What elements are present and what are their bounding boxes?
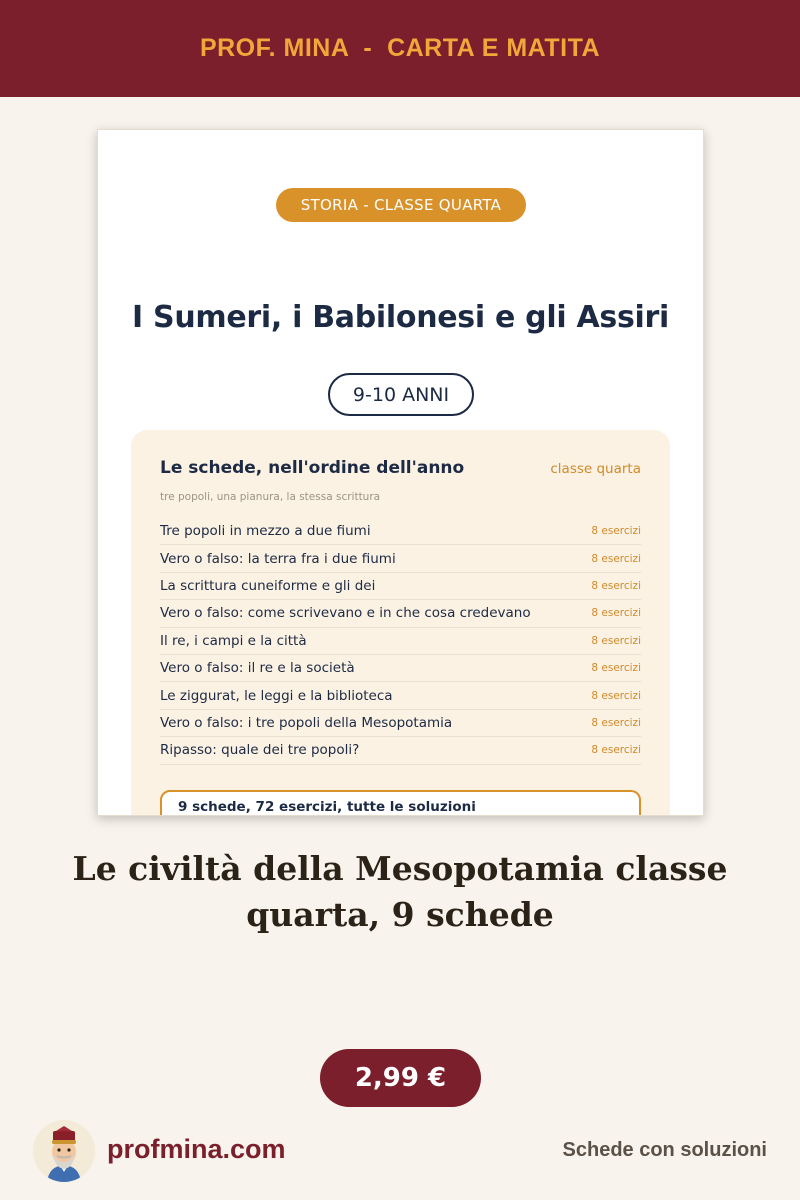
professor-avatar-icon	[33, 1120, 95, 1182]
exercise-count: 8 esercizi	[591, 716, 641, 729]
list-item	[160, 737, 641, 764]
preview-title: I Sumeri, i Babilonesi e gli Assiri	[132, 300, 669, 335]
list-item	[160, 655, 641, 682]
panel-subtitle: tre popoli, una pianura, la stessa scrittura	[160, 491, 381, 503]
exercise-count: 8 esercizi	[591, 552, 641, 565]
list-item	[160, 628, 641, 655]
product-title-line-1: Le civiltà della Mesopotamia classe	[72, 849, 728, 888]
exercise-count: 8 esercizi	[591, 689, 641, 702]
list-item	[160, 518, 641, 545]
price-badge[interactable]: 2,99 €	[320, 1049, 481, 1107]
worksheet-title: Vero o falso: la terra fra i due fiumi	[160, 550, 396, 567]
worksheet-title: La scrittura cuneiforme e gli dei	[160, 577, 376, 594]
exercise-count: 8 esercizi	[591, 744, 641, 757]
age-badge: 9-10 ANNI	[328, 373, 474, 416]
worksheet-panel	[131, 430, 670, 816]
exercise-count: 8 esercizi	[591, 634, 641, 647]
tagline: Schede con soluzioni	[562, 1139, 767, 1161]
exercise-count: 8 esercizi	[591, 607, 641, 620]
worksheet-title: Il re, i campi e la città	[160, 632, 307, 649]
worksheet-title: Tre popoli in mezzo a due fiumi	[160, 523, 371, 540]
exercise-count: 8 esercizi	[591, 525, 641, 538]
top-banner	[0, 0, 800, 97]
panel-heading: Le schede, nell'ordine dell'anno	[160, 458, 465, 478]
exercise-count: 8 esercizi	[591, 662, 641, 675]
list-item	[160, 573, 641, 600]
worksheet-title: Ripasso: quale dei tre popoli?	[160, 742, 360, 759]
list-item	[160, 682, 641, 709]
list-item	[160, 600, 641, 627]
list-item	[160, 710, 641, 737]
exercise-count: 8 esercizi	[591, 579, 641, 592]
worksheet-title: Vero o falso: come scrivevano e in che cosa credevano	[160, 605, 531, 622]
brand-title: PROF. MINA - CARTA E MATITA	[199, 34, 601, 62]
summary-text: 9 schede, 72 esercizi, tutte le soluzioni	[178, 799, 476, 815]
site-link[interactable]: profmina.com	[107, 1134, 286, 1164]
worksheet-title: Le ziggurat, le leggi e la biblioteca	[160, 687, 393, 704]
list-item	[160, 545, 641, 572]
worksheet-title: Vero o falso: il re e la società	[160, 660, 355, 677]
panel-class-label: classe quarta	[550, 461, 641, 477]
product-title	[40, 846, 760, 938]
worksheet-list	[160, 518, 641, 765]
product-title-line-2: quarta, 9 schede	[246, 895, 554, 934]
subject-badge: STORIA - CLASSE QUARTA	[276, 188, 526, 222]
product-preview-card	[97, 129, 704, 816]
summary-box	[160, 790, 641, 816]
worksheet-title: Vero o falso: i tre popoli della Mesopotamia	[160, 714, 453, 731]
